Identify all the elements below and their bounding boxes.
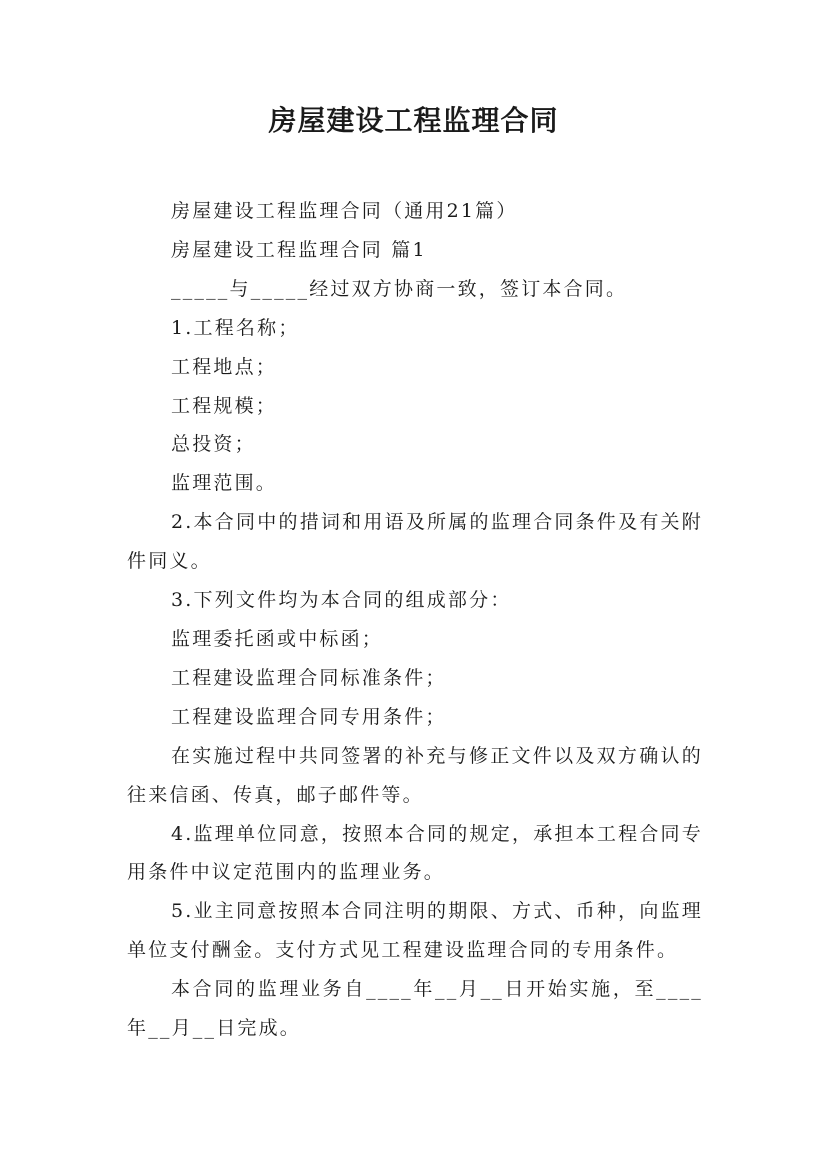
document-body	[127, 192, 703, 1048]
paragraph-standard-conditions: 工程建设监理合同标准条件；	[171, 666, 447, 689]
paragraph-parties: _____与_____经过双方协商一致，签订本合同。	[171, 277, 628, 300]
paragraph-project-location: 工程地点；	[171, 355, 278, 378]
paragraph-clause-4: 4.监理单位同意，按照本合同的规定，承担本工程合同专用条件中议定范围内的监理业务。	[127, 822, 703, 884]
paragraph-subtitle: 房屋建设工程监理合同（通用21篇）	[171, 200, 518, 222]
paragraph-commission-letter: 监理委托函或中标函；	[171, 627, 384, 650]
paragraph-special-conditions: 工程建设监理合同专用条件；	[171, 705, 447, 728]
paragraph-supplements: 在实施过程中共同签署的补充与修正文件以及双方确认的往来信函、传真，邮子邮件等。	[127, 744, 703, 806]
paragraph-clause-3: 3.下列文件均为本合同的组成部分：	[171, 589, 512, 612]
paragraph-section-heading: 房屋建设工程监理合同 篇1	[171, 238, 427, 261]
paragraph-total-investment: 总投资；	[171, 433, 256, 456]
paragraph-clause-5: 5.业主同意按照本合同注明的期限、方式、币种，向监理单位支付酬金。支付方式见工程建设监理合同的专用条件。	[127, 900, 703, 962]
paragraph-project-scale: 工程规模；	[171, 394, 278, 417]
paragraph-clause-2: 2.本合同中的措词和用语及所属的监理合同条件及有关附件同义。	[127, 511, 703, 573]
paragraph-supervision-scope: 监理范围。	[171, 472, 278, 495]
paragraph-term: 本合同的监理业务自____年__月__日开始实施，至____年__月__日完成。	[127, 978, 703, 1040]
document-title: 房屋建设工程监理合同	[268, 104, 559, 137]
paragraph-project-name: 1.工程名称；	[171, 316, 300, 339]
